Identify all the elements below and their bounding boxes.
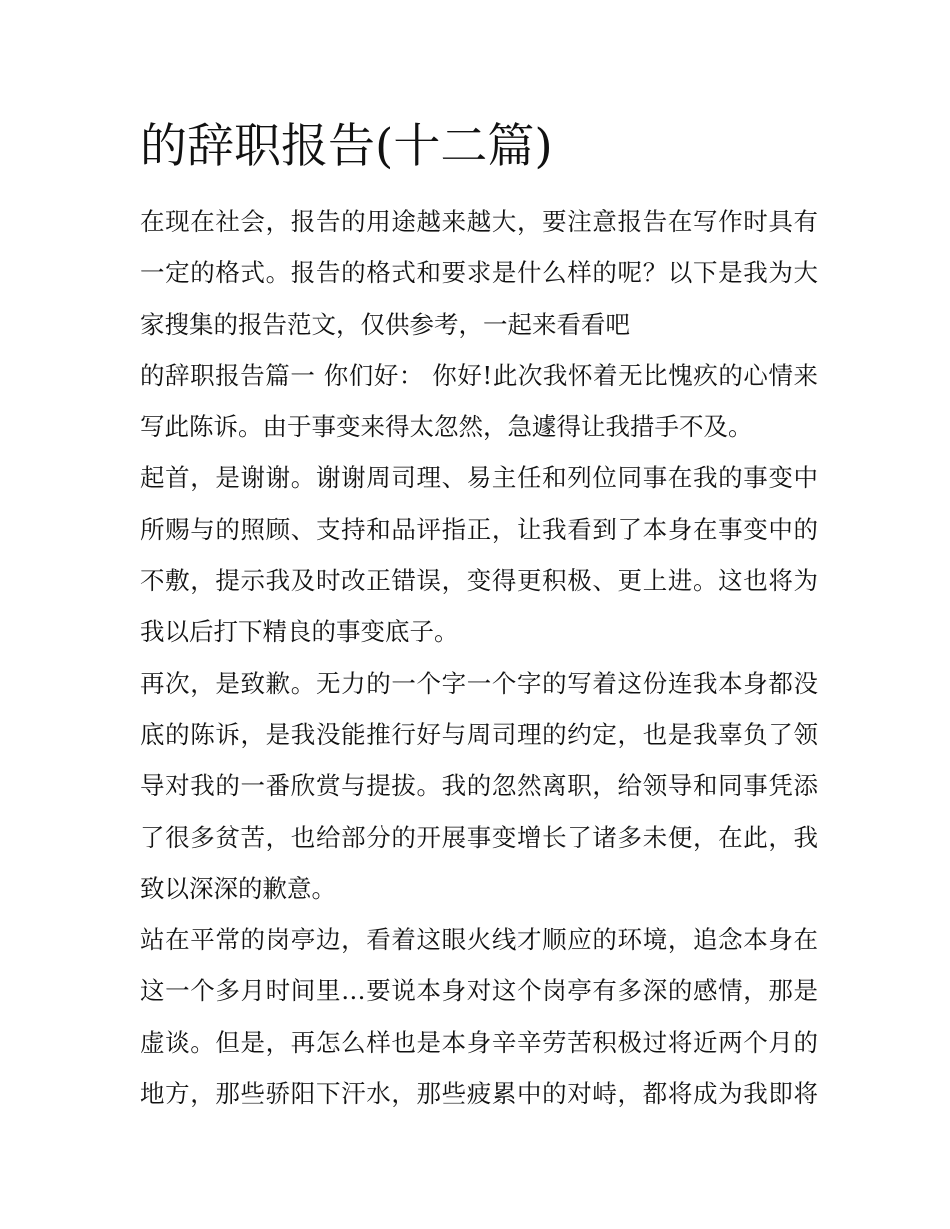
body-line: 在现在社会，报告的用途越来越大，要注意报告在写作时具有 [140,207,818,236]
body-line: 地方，那些骄阳下汗水，那些疲累中的对峙，都将成为我即将 [140,1079,818,1109]
body-line: 所赐与的照顾、支持和品评指正，让我看到了本身在事变中的 [140,514,818,544]
body-line: 起首，是谢谢。谢谢周司理、易主任和列位同事在我的事变中 [140,463,818,493]
body-line: 导对我的一番欣赏与提拔。我的忽然离职，给领导和同事凭添 [140,771,818,801]
document-title: 的辞职报告(十二篇) [140,119,553,174]
document-body [140,196,818,1119]
body-line: 了很多贫苦，也给部分的开展事变增长了诸多未便，在此，我 [140,822,818,852]
body-line: 一定的格式。报告的格式和要求是什么样的呢？以下是我为大 [140,258,818,288]
body-line: 写此陈诉。由于事变来得太忽然，急遽得让我措手不及。 [140,412,753,442]
body-line: 再次，是致歉。无力的一个字一个字的写着这份连我本身都没 [140,668,818,698]
body-line: 站在平常的岗亭边，看着这眼火线才顺应的环境，追念本身在 [140,925,818,955]
body-line: 底的陈诉，是我没能推行好与周司理的约定，也是我辜负了领 [140,719,818,749]
body-line: 这一个多月时间里…要说本身对这个岗亭有多深的感情，那是 [140,976,818,1006]
body-line: 不敷，提示我及时改正错误，变得更积极、更上进。这也将为 [140,566,818,596]
body-line: 虚谈。但是，再怎么样也是本身辛辛劳苦积极过将近两个月的 [140,1027,818,1057]
body-line: 家搜集的报告范文，仅供参考，一起来看看吧 [140,309,630,339]
body-line: 我以后打下精良的事变底子。 [140,617,459,647]
body-line: 致以深深的歉意。 [140,873,336,903]
body-line: 的辞职报告篇一 你们好： 你好!此次我怀着无比愧疚的心情来 [140,360,818,390]
